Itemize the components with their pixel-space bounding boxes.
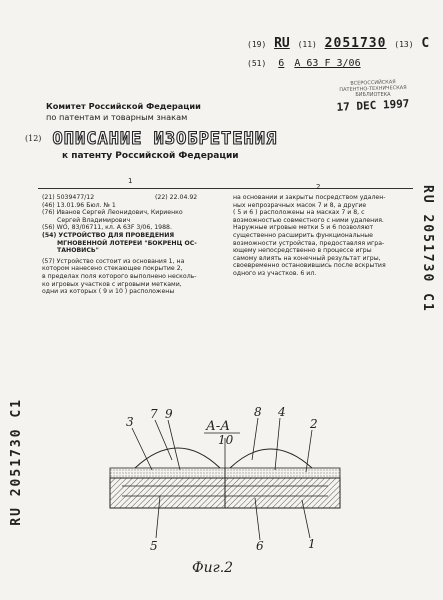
side-code-right: RU 2051730 C1 xyxy=(420,185,435,313)
ipc-edition: 6 xyxy=(278,58,285,69)
field-54-c: ТАНОВИСЬ" xyxy=(57,247,99,255)
bibliographic-data xyxy=(42,194,227,296)
abstract-right-5: существенно расширить функциональные xyxy=(233,231,373,239)
abstract-right-9: своевременно остановившись после вскрытия xyxy=(233,262,386,270)
authority-line-1: Комитет Российской Федерации xyxy=(46,101,201,111)
field-56: (56) WO, 83/06711, кл. A 63F 3/06, 1988. xyxy=(42,224,172,232)
field-46: (46) 13.01.96 Бюл. № 1 xyxy=(42,201,116,209)
abstract-left-2: в пределах поля которого выполнено несколь- xyxy=(42,272,197,280)
callout-5: 5 xyxy=(150,539,158,553)
ipc-line xyxy=(247,58,361,69)
column-number-right: 2 xyxy=(316,183,321,191)
biblio-21-22-row xyxy=(42,194,227,202)
field-54-a: (54) УСТРОЙСТВО ДЛЯ ПРОВЕДЕНИЯ xyxy=(42,231,175,239)
callout-8: 8 xyxy=(254,405,262,419)
abstract-left-0: (57) Устройство состоит из основания 1, на xyxy=(42,257,185,265)
mask-right xyxy=(230,449,312,468)
field-22: (22) 22.04.92 xyxy=(155,194,198,201)
field-11: (11) xyxy=(297,40,317,49)
patent-number: 2051730 xyxy=(324,36,387,51)
field-76-b: Сергей Владимирович xyxy=(57,216,131,224)
abstract-right-1: ных непрозрачных масок 7 и 8, а другие xyxy=(233,201,367,209)
abstract-right-10: одного из участков. 6 ил. xyxy=(233,269,317,277)
title-subtitle: к патенту Российской Федерации xyxy=(62,151,239,161)
field-21: (21) 5039477/12 xyxy=(42,194,95,201)
abstract-right-6: возможности устройства, предоставляя игра- xyxy=(233,239,385,247)
ipc-class: A 63 F 3/06 xyxy=(294,58,361,69)
field-19: (19) xyxy=(247,40,267,49)
callout-4: 4 xyxy=(278,405,286,419)
callout-1: 1 xyxy=(308,537,316,551)
callout-3: 3 xyxy=(126,415,134,429)
callout-9: 9 xyxy=(165,407,173,421)
patent-header xyxy=(247,36,429,51)
field-12: (12) xyxy=(25,134,42,143)
abstract-right-0: на основании и закрыты посредством удален- xyxy=(233,194,386,201)
stamp-date: 17 DEC 1997 xyxy=(336,97,410,114)
authority xyxy=(46,101,201,123)
stamp-line-3: БИБЛИОТЕКА xyxy=(355,92,391,98)
abstract-right-2: ( 5 и 6 ) расположены на масках 7 и 8, с xyxy=(233,209,365,217)
field-76-a: (76) Иванов Сергей Леонидович, Кириенко xyxy=(42,209,183,217)
authority-line-2: по патентам и товарным знакам xyxy=(46,112,188,122)
abstract-left-1: котором нанесено стекающее покрытие 2, xyxy=(42,265,183,273)
callout-7: 7 xyxy=(150,407,158,421)
abstract-continuation xyxy=(233,194,413,278)
figure-caption: Фиг.2 xyxy=(192,560,234,576)
abstract-right-4: Наружные игровые метки 5 и 6 позволяют xyxy=(233,224,374,232)
section-label: А-А xyxy=(206,419,231,434)
document-title xyxy=(25,128,277,149)
abstract-right-7: ющему непосредственно в процессе игры xyxy=(233,247,372,255)
abstract-left-4: одни из которых ( 9 и 10 ) расположены xyxy=(42,288,175,296)
abstract-left-3: ко игровых участков с игровыми метками, xyxy=(42,280,182,288)
stamp-line-2: ПАТЕНТНО-ТЕХНИЧЕСКАЯ xyxy=(339,84,407,94)
side-code-left: RU 2051730 C1 xyxy=(9,398,24,526)
callout-10: 10 xyxy=(218,433,234,447)
field-51: (51) xyxy=(247,59,267,68)
field-13: (13) xyxy=(394,40,414,49)
library-stamp xyxy=(325,80,421,118)
cross-section-figure xyxy=(80,400,370,580)
title-main: ОПИСАНИЕ ИЗОБРЕТЕНИЯ xyxy=(52,128,278,149)
abstract-right-8: самому влиять на конечный результат игры, xyxy=(233,254,381,262)
callout-6: 6 xyxy=(256,539,264,553)
callout-2: 2 xyxy=(310,417,318,431)
kind-code: C xyxy=(421,36,430,51)
stamp-line-1: ВСЕРОССИЙСКАЯ xyxy=(350,79,396,87)
header-rule xyxy=(38,188,413,189)
abstract-right-3: возможностью совместного с ними удаления. xyxy=(233,216,384,224)
country-code: RU xyxy=(274,36,290,51)
column-number-left: 1 xyxy=(128,177,133,185)
field-54-b: МГНОВЕННОЙ ЛОТЕРЕИ "БОКРЕНЦ ОС- xyxy=(57,239,197,247)
